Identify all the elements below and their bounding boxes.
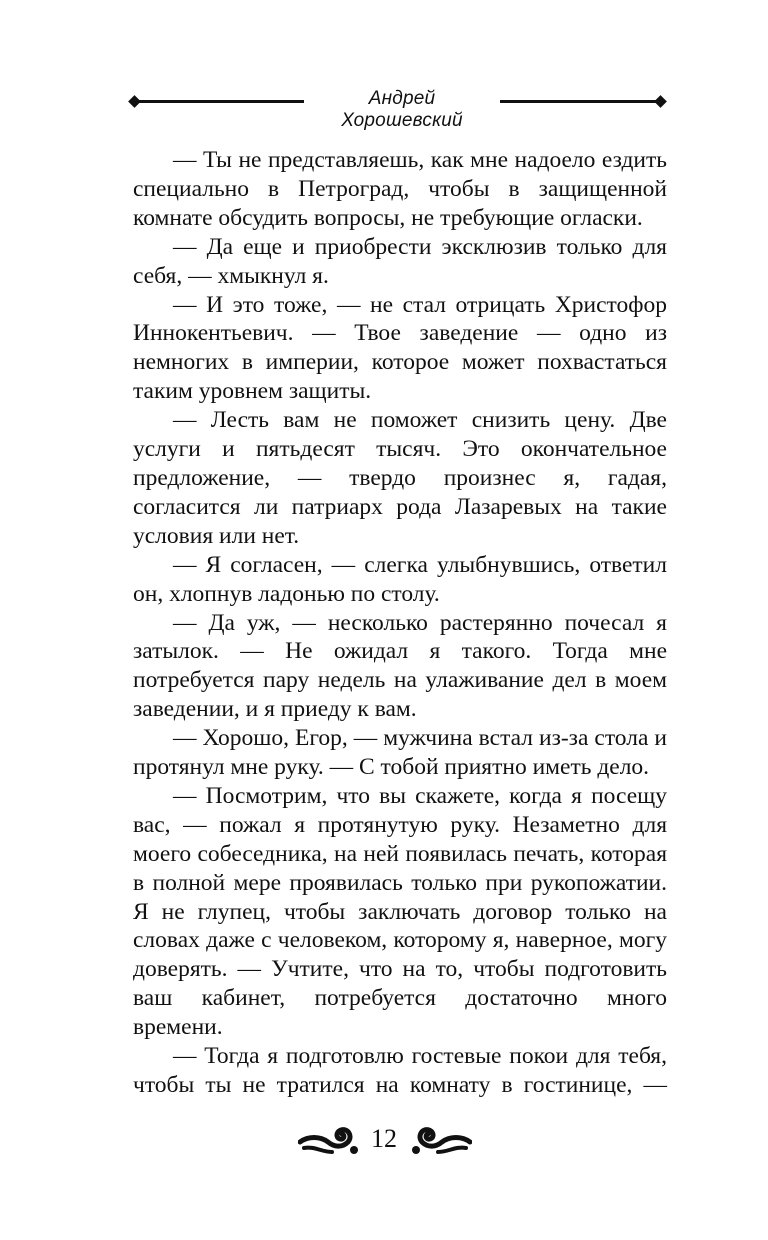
- header-rule-right: [500, 100, 660, 103]
- page-number: 12: [371, 1124, 397, 1153]
- paragraph: — Тогда я подготовлю гостевые покои для тебя, чтобы ты не тратился на комнату в гостинице, —: [133, 1043, 667, 1098]
- paragraph: — Я согласен, — слегка улыбнувшись, ответил он, хлопнув ладонью по столу.: [133, 551, 667, 607]
- paragraph: — Посмотрим, что вы скажете, когда я посещу вас, — пожал я протянутую руку. Незаметно для моего собеседника, на ней появилась печать, которая в полной мере проявилась только при рукопожатии. Я не глупец, чтобы заключать договор только на словах даже с человеком, которому я, наверное, могу доверять. — Учтите, что на то, чтобы подготовить ваш кабинет, потребуется достаточно много времени.: [133, 782, 667, 1041]
- page-footer: [0, 1118, 768, 1168]
- paragraph: — Хорошо, Егор, — мужчина встал из-за стола и протянул мне руку. — С тобой приятно иметь дело.: [133, 725, 667, 781]
- paragraph: — Ты не представляешь, как мне надоело ездить специально в Петроград, чтобы в защищенной комнате обсудить вопросы, не требующие огласки.: [133, 147, 667, 231]
- paragraph: — И это тоже, — не стал отрицать Христофор Иннокентьевич. — Твое заведение — одно из немногих в империи, которое может похвастаться таким уровнем защиты.: [133, 291, 667, 405]
- scroll-ornament-right-icon: [412, 1122, 472, 1162]
- running-title: Андрей Хорошевский: [341, 88, 463, 131]
- header-rule-left: [136, 100, 304, 103]
- scroll-ornament-left-icon: [298, 1122, 358, 1162]
- header-diamond-right-icon: [654, 95, 667, 108]
- paragraph: — Лесть вам не поможет снизить цену. Две услуги и пятьдесят тысяч. Это окончательное предложение, — твердо произнес я, гадая, согласится ли патриарх рода Лазаревых на такие условия или нет.: [133, 407, 667, 549]
- paragraph: — Да уж, — несколько растерянно почесал я затылок. — Не ожидал я такого. Тогда мне потребуется пару недель на улаживание дел в моем заведении, и я приеду к вам.: [133, 609, 667, 723]
- body-text: [133, 146, 667, 1100]
- paragraph: — Да еще и приобрести эксклюзив только для себя, — хмыкнул я.: [133, 233, 667, 289]
- running-header: [130, 86, 668, 131]
